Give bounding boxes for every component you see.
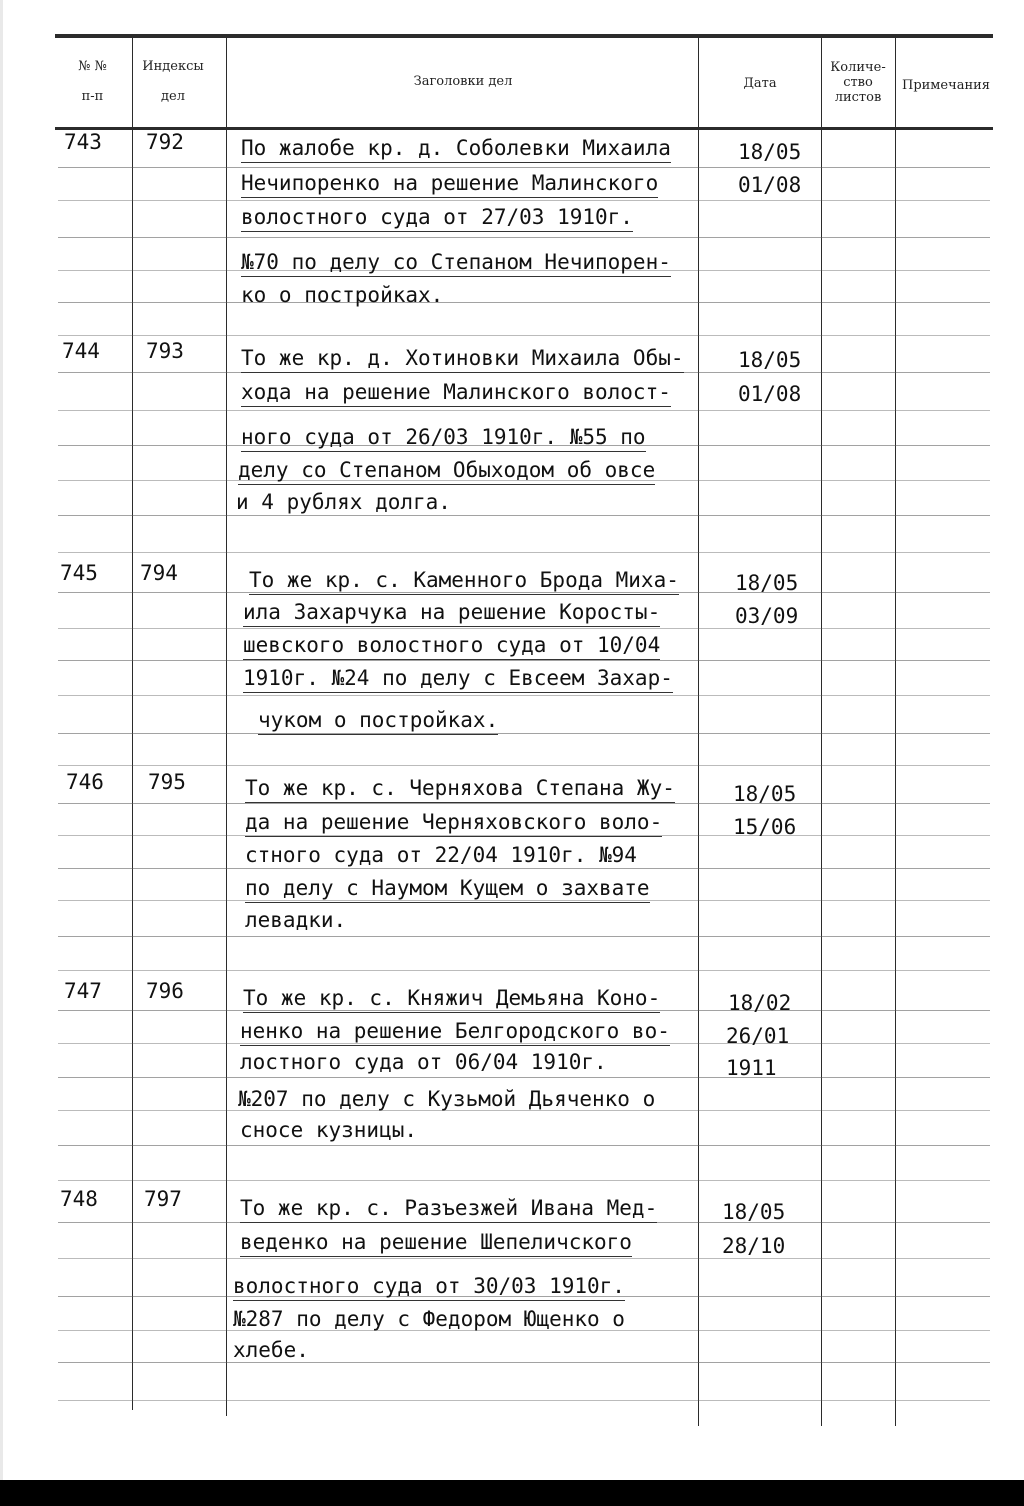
entry-index: 797 [144,1187,182,1211]
ruled-line [58,200,990,201]
entry-title-line: ила Захарчука на решение Коросты- [243,600,660,627]
ruled-line [58,1077,990,1078]
entry-number: 743 [64,130,102,154]
entry-title-line: То же кр. с. Черняхова Степана Жу- [245,776,675,803]
entry-date: 15/06 [733,815,797,839]
entry-title-line: волостного суда от 27/03 1910г. [241,205,633,232]
entry-title-line: №207 по делу с Кузьмой Дьяченко о [238,1087,656,1111]
entry-title-line: и 4 рублях долга. [236,490,451,514]
entry-date: 18/02 [728,991,792,1015]
col-divider-1 [132,36,133,1410]
entry-title-line: Нечипоренко на решение Малинского [241,171,658,198]
entry-title-line: делу со Степаном Обыходом об овсе [238,458,655,485]
header-index: Индексы дел [142,59,204,104]
ruled-line [58,1180,990,1181]
header-date: Дата [743,76,777,91]
entry-title-line: ного суда от 26/03 1910г. №55 по [241,425,646,452]
ruled-line [58,628,990,629]
ruled-line [58,765,990,766]
ruled-line [58,302,990,303]
ruled-line [58,695,990,696]
entry-number: 748 [60,1187,98,1211]
entry-title-line: левадки. [245,908,347,932]
ruled-line [58,868,990,869]
scan-bottom-edge [0,1480,1024,1506]
ruled-line [58,515,990,516]
entry-date: 03/09 [735,604,799,628]
entry-date: 01/08 [738,382,802,406]
entry-number: 747 [64,979,102,1003]
entry-date: 18/05 [735,571,799,595]
ruled-line [58,733,990,734]
entry-title-line: лостного суда от 06/04 1910г. [240,1050,607,1074]
entry-title-line: То же кр. д. Хотиновки Михаила Обы- [241,346,684,373]
col-divider-5 [895,36,896,1426]
entry-title-line: №287 по делу с Федором Ющенко о [233,1307,625,1331]
entry-date: 18/05 [722,1200,786,1224]
entry-title-line: №70 по делу со Степаном Нечипорен- [241,250,671,277]
entry-date: 18/05 [733,782,797,806]
col-divider-2 [226,36,227,1416]
ruled-line [58,552,990,553]
entry-index: 793 [146,339,184,363]
entry-number: 744 [62,339,100,363]
ruled-line [58,660,990,661]
entry-title-line: По жалобе кр. д. Соболевки Михаила [241,136,671,163]
entry-number: 746 [66,770,104,794]
entry-title-line: волостного суда от 30/03 1910г. [233,1274,625,1301]
col-divider-4 [821,36,822,1426]
entry-title-line: веденко на решение Шепеличского [240,1230,632,1257]
header-sheets: Количе- ство листов [830,60,886,105]
ruled-line [58,1362,990,1363]
entry-date: 01/08 [738,173,802,197]
ruled-line [58,335,990,336]
entry-number: 745 [60,561,98,585]
entry-index: 794 [140,561,178,585]
entry-title-line: То же кр. с. Разъезжей Ивана Мед- [240,1196,657,1223]
entry-date: 26/01 [726,1024,790,1048]
header-title: Заголовки дел [413,74,513,89]
entry-date: 1911 [726,1056,777,1080]
page-edge-shadow [0,0,3,1480]
ruled-line [58,803,990,804]
entry-index: 795 [148,770,186,794]
ruled-line [58,1400,990,1401]
entry-index: 796 [146,979,184,1003]
header-bottom-border [55,127,993,130]
ruled-line [58,936,990,937]
ruled-line [58,167,990,168]
entry-title-line: стного суда от 22/04 1910г. №94 [245,843,637,867]
entry-title-line: да на решение Черняховского воло- [245,810,662,837]
entry-title-line: То же кр. с. Княжич Демьяна Коно- [243,986,660,1013]
entry-title-line: ко о постройках. [241,283,444,307]
entry-index: 792 [146,130,184,154]
ruled-line [58,410,990,411]
entry-title-line: То же кр. с. Каменного Брода Миха- [249,568,679,595]
col-divider-3 [698,36,699,1426]
entry-title-line: ненко на решение Белгородского во- [240,1019,670,1046]
entry-date: 18/05 [738,348,802,372]
entry-title-line: сносе кузницы. [240,1118,418,1142]
ruled-line [58,970,990,971]
ruled-line [58,1145,990,1146]
ruled-line [58,1258,990,1259]
header-number: № № п-п [78,59,107,104]
ruled-line [58,237,990,238]
entry-title-line: по делу с Наумом Кущем о захвате [245,876,650,903]
entry-title-line: хлебе. [233,1338,309,1362]
entry-date: 28/10 [722,1234,786,1258]
entry-title-line: хода на решение Малинского волост- [241,380,671,407]
entry-date: 18/05 [738,140,802,164]
header-notes: Примечания [901,78,990,93]
table-top-border [55,34,993,38]
entry-title-line: шевского волостного суда от 10/04 [243,633,660,660]
entry-title-line: чуком о постройках. [258,708,498,735]
entry-title-line: 1910г. №24 по делу с Евсеем Захар- [243,666,673,693]
